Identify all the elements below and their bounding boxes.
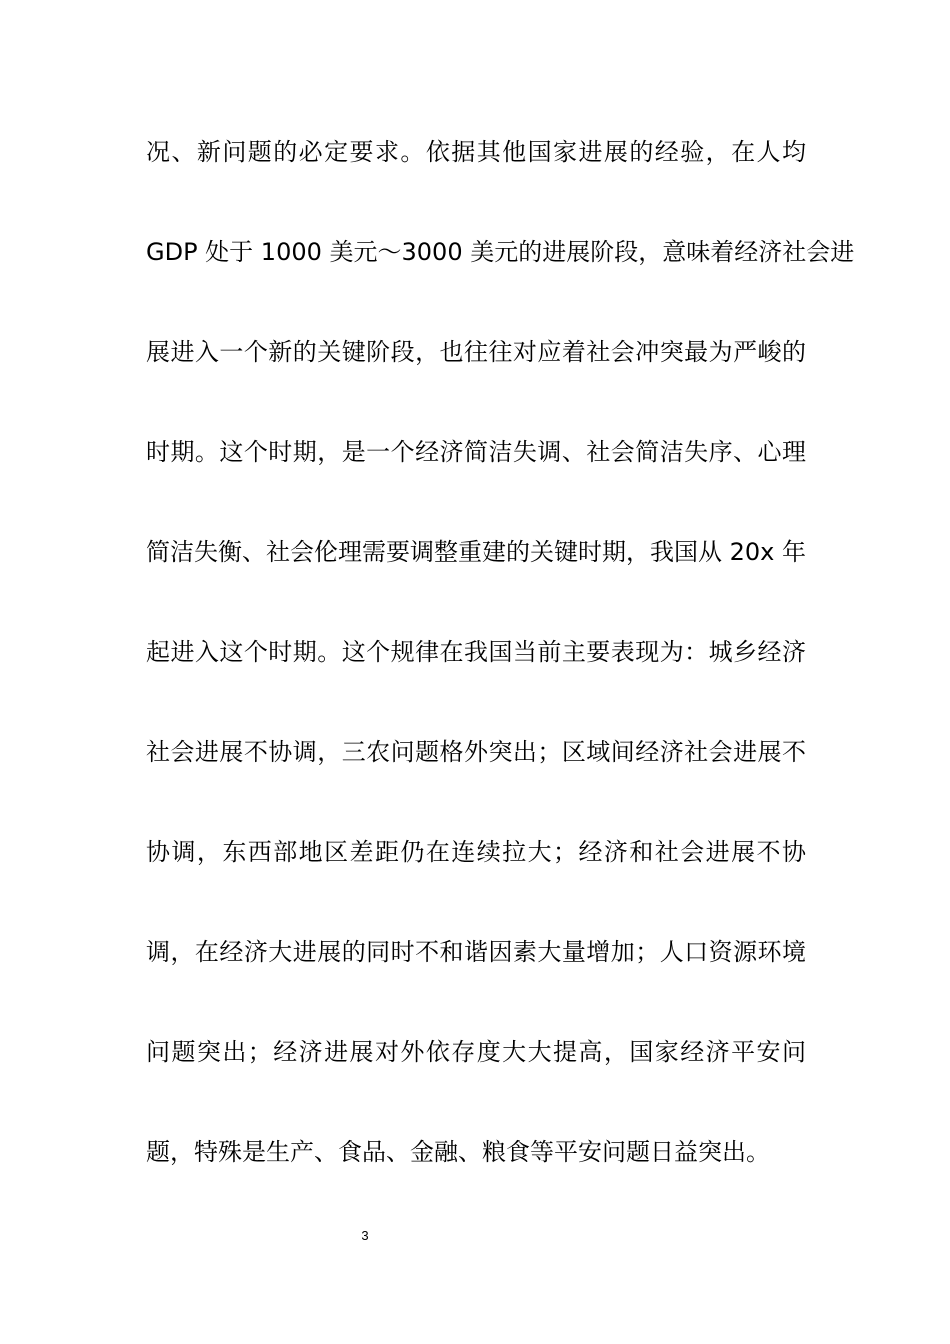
- paragraph-line-4: 时期。这个时期，是一个经济简洁失调、社会简洁失序、心理: [146, 438, 806, 466]
- paragraph-line-6: 起进入这个时期。这个规律在我国当前主要表现为：城乡经济: [146, 638, 806, 666]
- paragraph-line-10: 问题突出；经济进展对外依存度大大提高，国家经济平安问: [146, 1038, 806, 1066]
- paragraph-line-9: 调，在经济大进展的同时不和谐因素大量增加；人口资源环境: [146, 938, 806, 966]
- paragraph-line-8: 协调，东西部地区差距仍在连续拉大；经济和社会进展不协: [146, 838, 806, 866]
- paragraph-line-11: 题，特殊是生产、食品、金融、粮食等平安问题日益突出。: [146, 1138, 770, 1166]
- paragraph-line-1: 况、新问题的必定要求。依据其他国家进展的经验，在人均: [146, 138, 806, 166]
- paragraph-line-2: GDP 处于 1000 美元～3000 美元的进展阶段，意味着经济社会进: [146, 238, 855, 266]
- page-number: 3: [361, 1228, 369, 1243]
- paragraph-line-7: 社会进展不协调，三农问题格外突出；区域间经济社会进展不: [146, 738, 806, 766]
- paragraph-line-5: 简洁失衡、社会伦理需要调整重建的关键时期，我国从 20x 年: [146, 538, 806, 566]
- paragraph-line-3: 展进入一个新的关键阶段，也往往对应着社会冲突最为严峻的: [146, 338, 806, 366]
